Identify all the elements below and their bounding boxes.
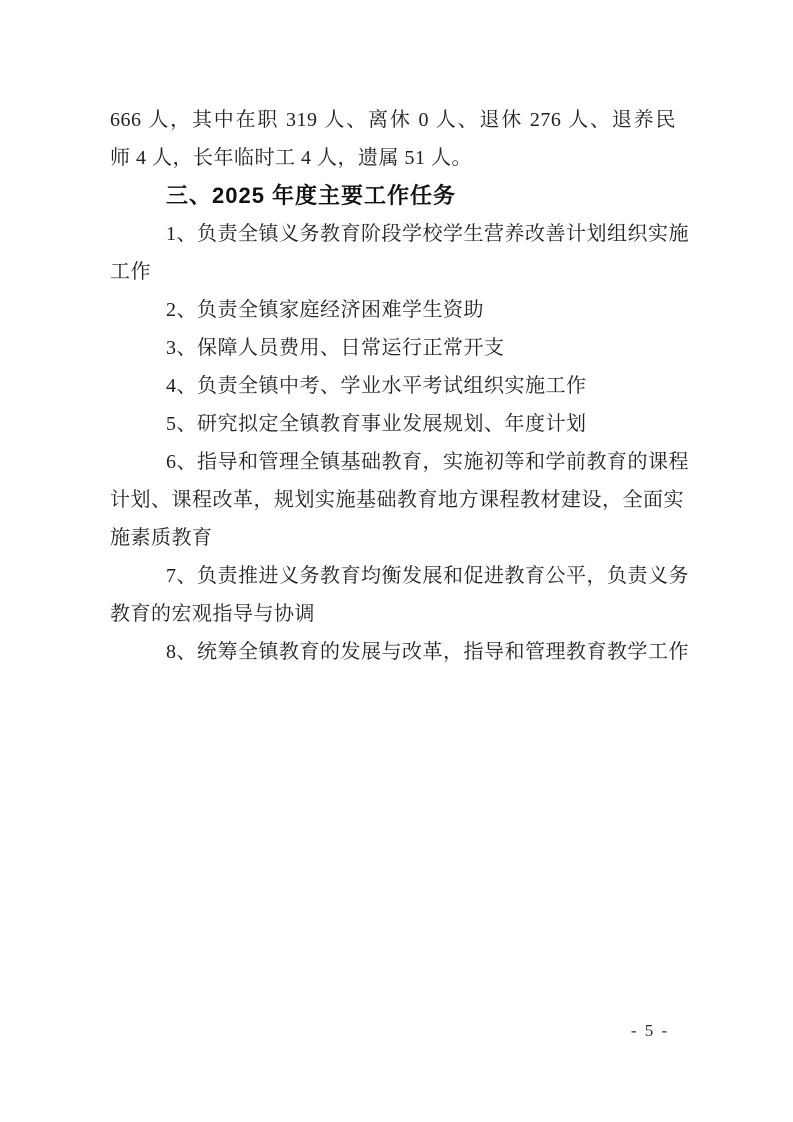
text-line: 3、保障人员费用、日常运行正常开支	[166, 337, 505, 359]
text-line: 8、统筹全镇教育的发展与改革，指导和管理教育教学工作	[166, 641, 689, 663]
text-line: 1、负责全镇义务教育阶段学校学生营养改善计划组织实施	[166, 223, 689, 245]
text-line: 666 人，其中在职 319 人、离休 0 人、退休 276 人、退养民	[110, 109, 676, 131]
text-line: 4、负责全镇中考、学业水平考试组织实施工作	[166, 375, 587, 397]
text-line: 教育的宏观指导与协调	[110, 603, 315, 625]
text-line: 6、指导和管理全镇基础教育，实施初等和学前教育的课程	[166, 451, 689, 473]
text-line: 工作	[110, 261, 151, 283]
text-line: 7、负责推进义务教育均衡发展和促进教育公平，负责义务	[166, 565, 689, 587]
text-line: 2、负责全镇家庭经济困难学生资助	[166, 299, 484, 321]
text-line: 计划、课程改革，规划实施基础教育地方课程教材建设，全面实	[110, 489, 684, 511]
section-heading: 三、2025 年度主要工作任务	[166, 183, 457, 208]
document-body	[110, 101, 689, 671]
text-line: 师 4 人，长年临时工 4 人，遗属 51 人。	[110, 147, 472, 169]
page-number: - 5 -	[630, 1021, 670, 1040]
text-line: 施素质教育	[110, 527, 213, 549]
text-line: 5、研究拟定全镇教育事业发展规划、年度计划	[166, 413, 587, 435]
